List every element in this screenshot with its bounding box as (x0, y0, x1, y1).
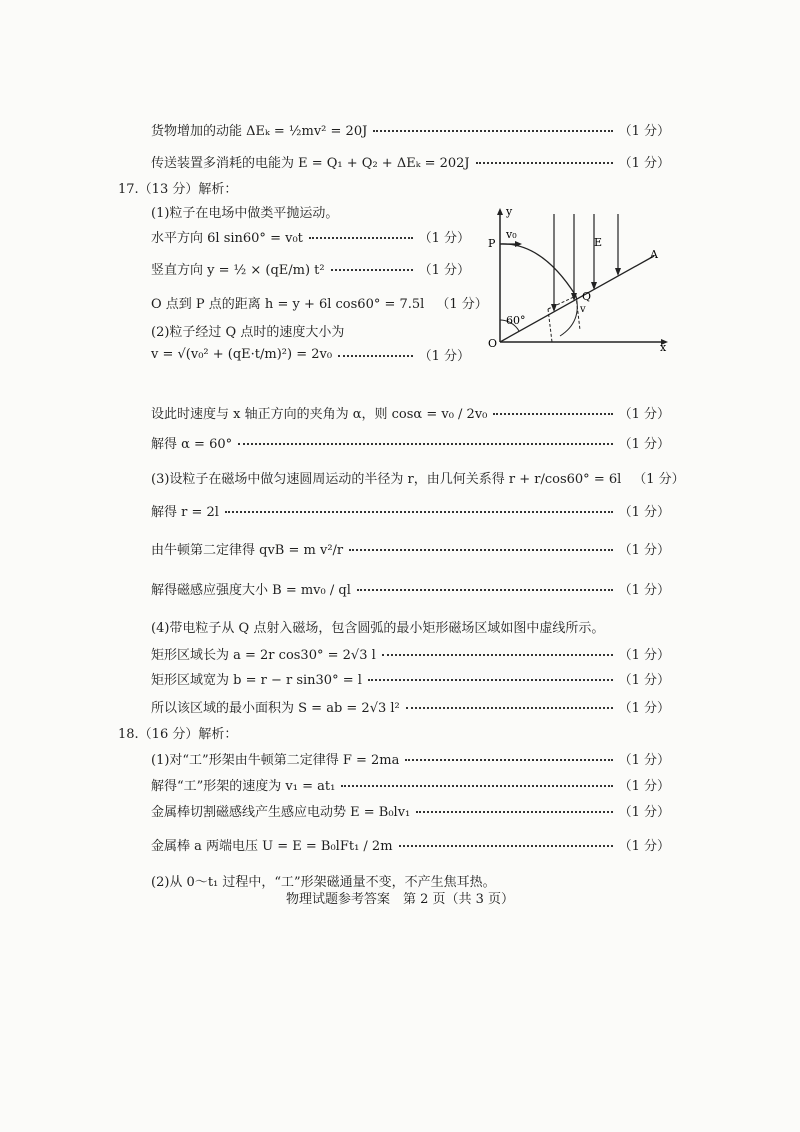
leader-dots (331, 269, 413, 271)
leader-dots (476, 162, 613, 164)
score-label: （1 分） (618, 647, 670, 663)
leader-dots (416, 811, 612, 813)
score-label: （1 分） (618, 436, 670, 452)
answer-line (0, 574, 800, 602)
leader-dots (309, 237, 413, 239)
answer-line (0, 496, 800, 524)
answer-text: 货物增加的动能 ΔEₖ = ½mv² = 20J (151, 123, 368, 139)
answer-line (0, 639, 800, 667)
label-angle: 60° (506, 314, 526, 327)
answer-text: 解得 α = 60° (151, 436, 233, 452)
answer-line (0, 744, 800, 772)
answer-text: (4)带电粒子从 Q 点射入磁场，包含圆弧的最小矩形磁场区域如图中虚线所示。 (151, 620, 605, 636)
label-p: P (488, 237, 496, 250)
field-diagram (482, 202, 672, 352)
leader-dots (357, 589, 613, 591)
answer-text: O 点到 P 点的距离 h = y + 6l cos60° = 7.5l (151, 296, 425, 312)
y-arrow-icon (497, 208, 503, 215)
answer-line (0, 796, 800, 824)
answer-line (0, 398, 800, 426)
score-label: （1 分） (633, 471, 685, 487)
score-label: （1 分） (618, 672, 670, 688)
answer-text: (1)对“工”形架由牛顿第二定律得 F = 2ma (151, 752, 400, 768)
score-label: （1 分） (418, 262, 470, 278)
score-label: （1 分） (618, 778, 670, 794)
answer-text: 矩形区域宽为 b = r − r sin30° = l (151, 672, 362, 688)
answer-line (0, 830, 800, 858)
answer-line (0, 692, 800, 720)
answer-text: 设此时速度与 x 轴正方向的夹角为 α，则 cosα = v₀ / 2v₀ (151, 406, 488, 422)
answer-text: (2)粒子经过 Q 点时的速度大小为 (151, 324, 345, 340)
answer-text: 竖直方向 y = ½ × (qE/m) t² (151, 262, 325, 278)
answer-line (0, 428, 800, 456)
trajectory (500, 244, 576, 296)
answer-text: 解得磁感应强度大小 B = mv₀ / ql (151, 582, 351, 598)
leader-dots (225, 511, 613, 513)
answer-text: 所以该区域的最小面积为 S = ab = 2√3 l² (151, 700, 400, 716)
score-label: （1 分） (618, 838, 670, 854)
leader-dots (238, 443, 612, 445)
answer-text: 传送装置多消耗的电能为 E = Q₁ + Q₂ + ΔEₖ = 202J (151, 155, 470, 171)
answer-text: 金属棒 a 两端电压 U = E = B₀lFt₁ / 2m (151, 838, 393, 854)
leader-dots (373, 130, 612, 132)
label-q: Q (582, 290, 592, 303)
score-label: （1 分） (436, 296, 488, 312)
leader-dots (338, 355, 413, 357)
leader-dots (493, 413, 612, 415)
answer-line (0, 534, 800, 562)
score-label: （1 分） (618, 700, 670, 716)
score-label: （1 分） (618, 582, 670, 598)
answer-text: 金属棒切割磁感线产生感应电动势 E = B₀lv₁ (151, 804, 411, 820)
answer-line (0, 254, 800, 282)
leader-dots (382, 654, 613, 656)
score-label: （1 分） (618, 155, 670, 171)
leader-dots (368, 679, 613, 681)
score-label: （1 分） (618, 504, 670, 520)
leader-dots (349, 549, 612, 551)
label-a: A (650, 248, 658, 261)
page-footer: 物理试题参考答案 第 2 页（共 3 页） (285, 892, 515, 907)
leader-dots (406, 707, 613, 709)
score-label: （1 分） (618, 804, 670, 820)
answer-line (0, 770, 800, 798)
answer-line (0, 147, 800, 175)
label-x: x (660, 341, 667, 352)
answer-text: 解得“工”形架的速度为 v₁ = at₁ (151, 778, 336, 794)
score-label: （1 分） (418, 348, 470, 364)
leader-dots (341, 785, 612, 787)
answer-line (0, 718, 800, 746)
score-label: （1 分） (618, 123, 670, 139)
answer-text: (1)粒子在电场中做类平抛运动。 (151, 205, 339, 221)
answer-line (0, 197, 800, 225)
answer-line (0, 222, 800, 250)
answer-text: 矩形区域长为 a = 2r cos30° = 2√3 l (151, 647, 376, 663)
label-v0: v₀ (506, 228, 517, 241)
answer-text: 解得 r = 2l (151, 504, 219, 520)
score-label: （1 分） (618, 542, 670, 558)
score-label: （1 分） (618, 406, 670, 422)
answer-line (0, 115, 800, 143)
answer-line (0, 288, 800, 316)
label-y: y (506, 205, 513, 218)
score-label: （1 分） (418, 230, 470, 246)
answer-text: (2)从 0～t₁ 过程中，“工”形架磁通量不变，不产生焦耳热。 (151, 874, 496, 890)
answer-text: 水平方向 6l sin60° = v₀t (151, 230, 303, 246)
label-e: E (594, 236, 603, 249)
answer-line (0, 664, 800, 692)
answer-text: 18.（16 分）解析： (118, 726, 238, 742)
label-o: O (488, 337, 498, 350)
score-label: （1 分） (618, 752, 670, 768)
label-v: v (580, 304, 586, 315)
answer-text: (3)设粒子在磁场中做匀速圆周运动的半径为 r，由几何关系得 r + r/cos60° = 6l (151, 471, 622, 487)
answer-text: 17.（13 分）解析： (118, 181, 238, 197)
leader-dots (405, 759, 612, 761)
answer-line (0, 340, 800, 368)
answer-line (0, 612, 800, 640)
answer-line (0, 463, 800, 491)
answer-text: 由牛顿第二定律得 qvB = m v²/r (151, 542, 344, 558)
answer-text: v = √(v₀² + (qE·t/m)²) = 2v₀ (151, 346, 333, 362)
leader-dots (399, 845, 613, 847)
